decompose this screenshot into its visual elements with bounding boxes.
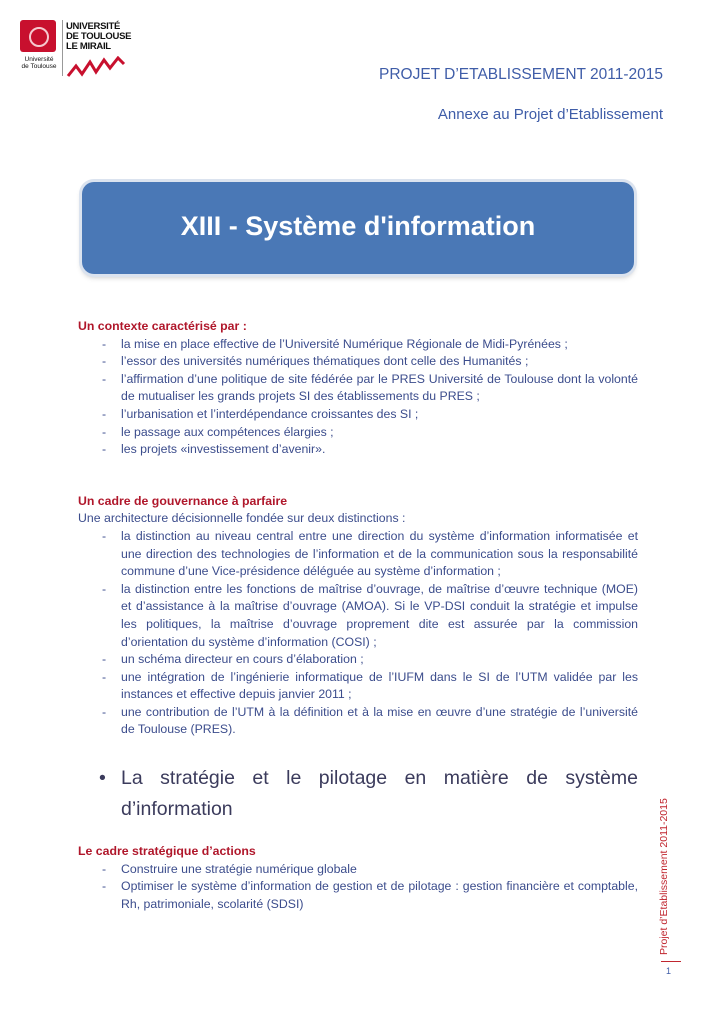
list-item: - la distinction au niveau central entre une direction du système d’information informatisée et une direction des technologies de l’information et de la communication sous la responsabilité commune d’une Vice-présidence déléguée au système d’information ;: [78, 528, 638, 581]
list-item: - une contribution de l’UTM à la définition et à la mise en œuvre d’une stratégie de l’université de Toulouse (PRES).: [78, 704, 638, 739]
section-heading-context: Un contexte caractérisé par :: [78, 319, 247, 333]
list-item: - la mise en place effective de l’Université Numérique Régionale de Midi-Pyrénées ;: [78, 336, 638, 354]
governance-list: [78, 528, 638, 739]
section-heading-actions: Le cadre stratégique d’actions: [78, 844, 256, 859]
list-item: - une intégration de l’ingénierie informatique de l’IUFM dans le SI de l’UTM validée par les instances et effective depuis janvier 2011 ;: [78, 669, 638, 704]
logo-name-line3: LE MIRAIL: [66, 41, 111, 52]
university-logo: [18, 18, 130, 82]
chapter-title: XIII - Système d'information: [180, 210, 536, 241]
list-item: - l’affirmation d’une politique de site fédérée par le PRES Université de Toulouse dont la volonté de mutualiser les grands projets SI des établissements du PRES ;: [78, 371, 638, 406]
logo-divider: [62, 20, 63, 76]
page-number: 1: [666, 966, 672, 976]
logo-university-line1: Université: [24, 56, 54, 63]
logo-name: [66, 22, 136, 52]
document-title: PROJET D’ETABLISSEMENT 2011-2015: [379, 66, 663, 83]
list-item: - l’urbanisation et l’interdépendance croissantes des SI ;: [78, 406, 638, 424]
list-item: - le passage aux compétences élargies ;: [78, 424, 638, 442]
actions-list: [78, 861, 638, 914]
governance-intro: Une architecture décisionnelle fondée sur deux distinctions :: [78, 511, 406, 526]
context-list: [78, 336, 638, 459]
list-item: - la distinction entre les fonctions de maîtrise d’ouvrage, de maîtrise d’œuvre technique (MOE) et d’assistance à la maîtrise d’ouvrage (AMOA). Si le VP-DSI conduit la stratégie et impulse les politiques, la maîtrise d’ouvrage proprement dite est assurée par la commission d’orientation du système d’information (COSI) ;: [78, 581, 638, 651]
university-seal-icon: [20, 20, 56, 52]
list-item: - Construire une stratégie numérique globale: [78, 861, 638, 879]
logo-zigzag-icon: [66, 56, 126, 78]
logo-name-line1: UNIVERSITÉ: [66, 21, 121, 32]
list-item: - l’essor des universités numériques thématiques dont celle des Humanités ;: [78, 353, 638, 371]
document-subtitle: Annexe au Projet d’Etablissement: [437, 106, 663, 123]
chapter-banner: [82, 182, 634, 274]
list-item: - un schéma directeur en cours d’élaboration ;: [78, 651, 638, 669]
logo-university-label: [18, 56, 60, 70]
section-heading-governance: Un cadre de gouvernance à parfaire: [78, 493, 288, 508]
section-title-strategy: • La stratégie et le pilotage en matière de système d’information: [78, 763, 638, 825]
list-item: - les projets «investissement d’avenir».: [78, 441, 638, 459]
footer-divider: [661, 961, 681, 962]
document-body: [78, 318, 638, 913]
list-item: - Optimiser le système d’information de gestion et de pilotage : gestion financière et comptable, Rh, patrimoniale, scolarité (SDSI): [78, 878, 638, 913]
side-running-title: Projet d’Etablissement 2011-2015: [658, 798, 670, 955]
logo-name-line2: DE TOULOUSE: [66, 31, 132, 42]
logo-university-line2: de Toulouse: [21, 63, 57, 70]
